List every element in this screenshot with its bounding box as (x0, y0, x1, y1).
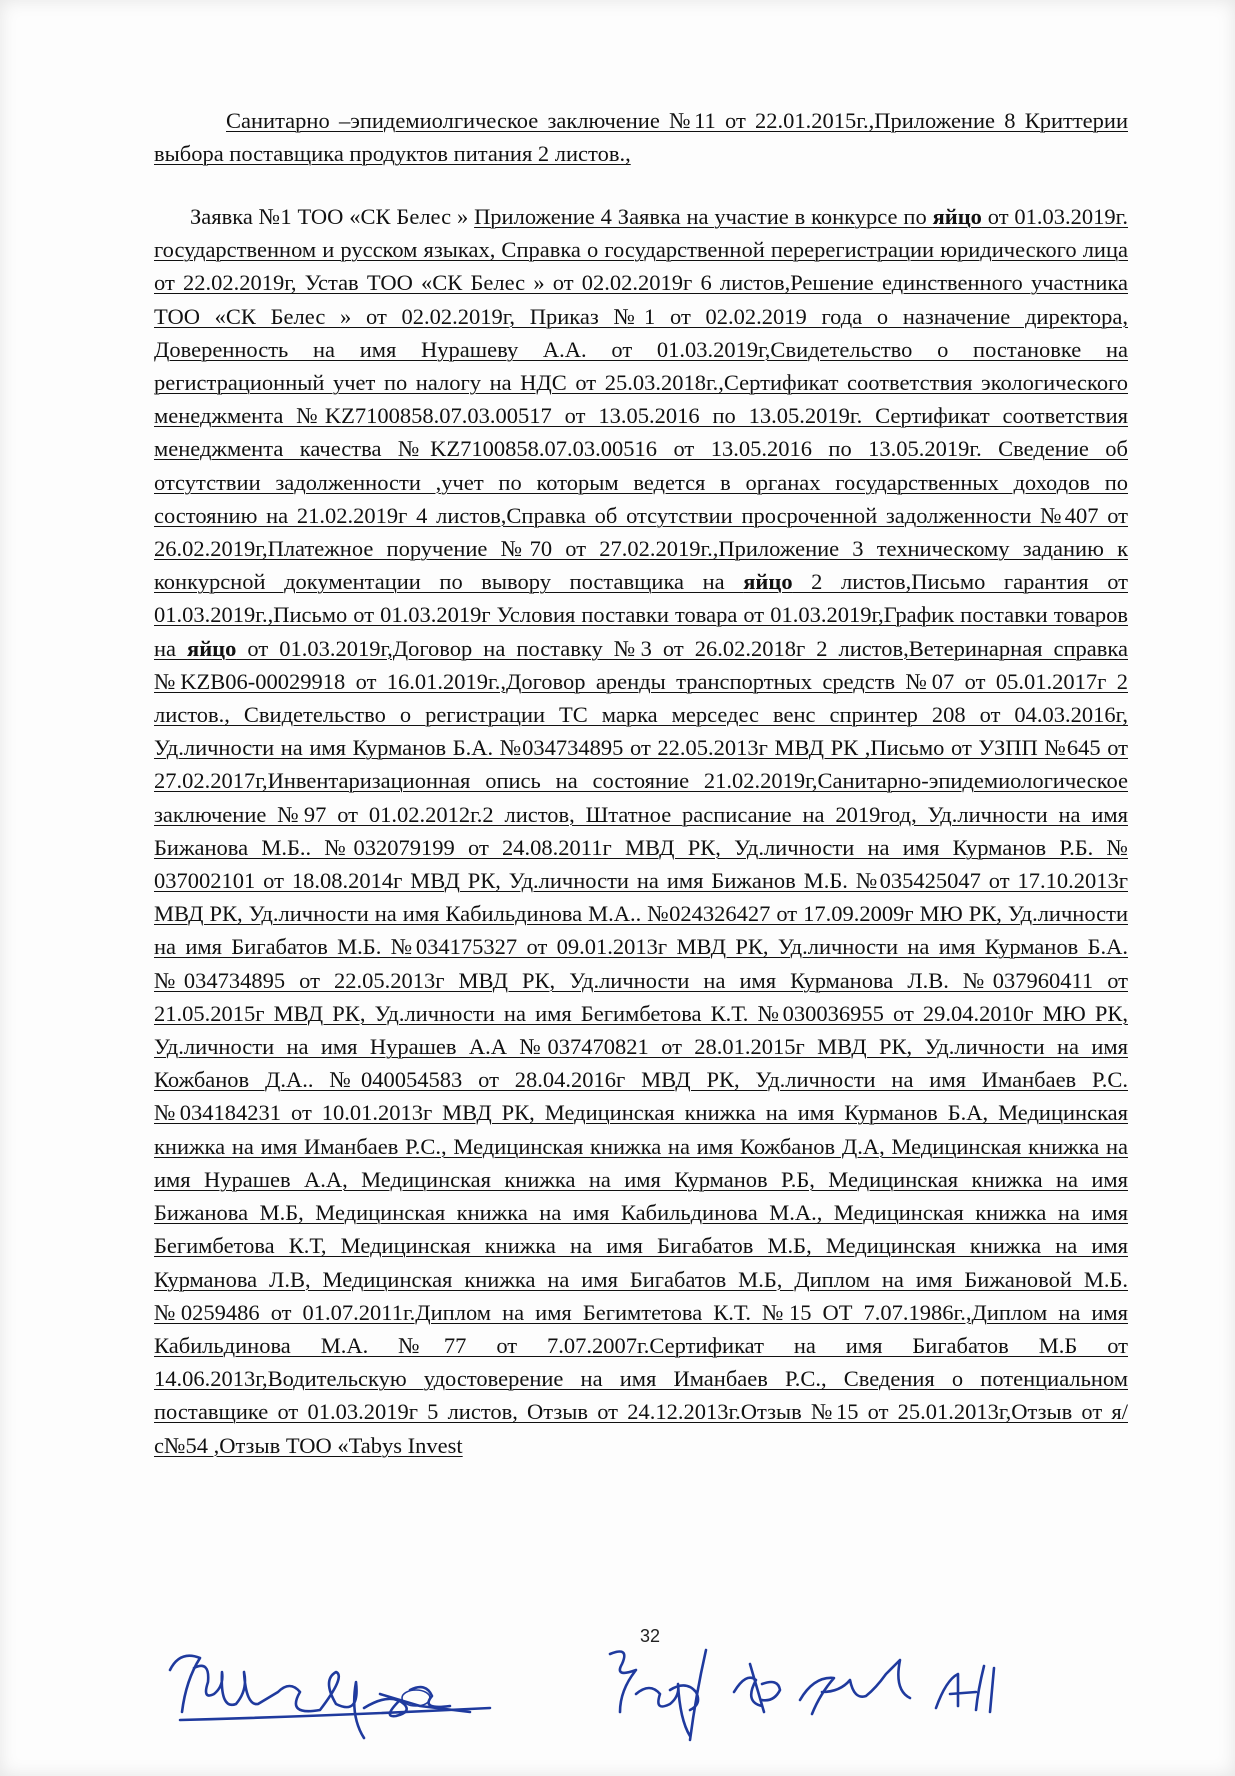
signature-4 (800, 1660, 910, 1714)
paragraph-1-text: Санитарно –эпидемиолгическое заключение №11 от 22.01.2015г.,Приложение 8 Криттерии выбора поставщика продуктов питания 2 листов., (154, 108, 1128, 167)
application-text-part-b: Приложение 4 Заявка на участие в конкурсе по (474, 204, 933, 229)
application-title: Заявка №1 ТОО «СК Белес » (190, 204, 475, 229)
signature-1 (170, 1656, 470, 1738)
handwritten-signatures (150, 1620, 1130, 1750)
product-name-bold-2: яйцо (743, 569, 793, 595)
application-text-part-c: от 01.03.2019г. государственном и русском языках, Справка о государственной перерегистрации юридического лица от 22.02.2019г, Устав ТОО «СК Белес » от 02.02.2019г 6 листов,Решение единственного участника ТОО «СК Белес » от 02.02.2019г, Приказ №1 от 02.02.2019 года о назначение директора, Доверенность на имя Нурашеву А.А. от 01.03.2019г,Свидетельство о постановке на регистрационный учет по налогу на НДС от 25.03.2018г.,Сертификат соответствия экологического менеджмента №KZ7100858.07.03.00517 от 13.05.2016 по 13.05.2019г. Сертификат соответствия менеджмента качества №KZ7100858.07.03.00516 от 13.05.2016 по 13.05.2019г. Сведение об отсутствии задолженности ,учет по которым ведется в органах государственных доходов по состоянию на 21.02.2019г 4 листов,Справка об отсутствии просроченной задолженности №407 от 26.02.2019г,Платежное поручение №70 от 27.02.2019г.,Приложение 3 техническому заданию к конкурсной документации по вывору поставщика на (154, 204, 1128, 595)
signature-5 (936, 1666, 994, 1712)
application-body (154, 204, 1128, 1458)
page-number: 32 (640, 1626, 661, 1646)
paragraph-application-list (154, 200, 1128, 1462)
product-name-bold-3: яйцо (187, 635, 237, 661)
paragraph-sanitary-conclusion (154, 104, 1128, 170)
signature-2 (610, 1650, 706, 1740)
product-name-bold-1: яйцо (932, 204, 982, 229)
signature-underline (180, 1708, 490, 1720)
signature-3 (734, 1664, 780, 1712)
application-text-part-e: от 01.03.2019г,Договор на поставку №3 от 26.02.2018г 2 листов,Ветеринарная справка №KZB06-00029918 от 16.01.2019г.,Договор аренды транспортных средств №07 от 05.01.2017г 2 листов., Свидетельство о регистрации ТС марка мерседес венс спринтер 208 от 04.03.2016г, Уд.личности на имя Курманов Б.А. №034734895 от 22.05.2013г МВД РК ,Письмо от УЗПП №645 от 27.02.2017г,Инвентаризационная опись на состояние 21.02.2019г,Санитарно-эпидемиологическое заключение №97 от 01.02.2012г.2 листов, Штатное расписание на 2019год, Уд.личности на имя Бижанова М.Б.. №032079199 от 24.08.2011г МВД РК, Уд.личности на имя Курманов Р.Б. № 037002101 от 18.08.2014г МВД РК, Уд.личности на имя Бижанов М.Б. №035425047 от 17.10.2013г МВД РК, Уд.личности на имя Кабильдинова М.А.. №024326427 от 17.09.2009г МЮ РК, Уд.личности на имя Бигабатов М.Б. №034175327 от 09.01.2013г МВД РК, Уд.личности на имя Курманов Б.А. №034734895 от 22.05.2013г МВД РК, Уд.личности на имя Курманова Л.В. №037960411 от 21.05.2015г МВД РК, Уд.личности на имя Бегимбетова К.Т. №030036955 от 29.04.2010г МЮ РК, Уд.личности на имя Нурашев А.А №037470821 от 28.01.2015г МВД РК, Уд.личности на имя Кожбанов Д.А.. №040054583 от 28.04.2016г МВД РК, Уд.личности на имя Иманбаев Р.С. №034184231 от 10.01.2013г МВД РК, Медицинская книжка на имя Курманов Б.А, Медицинская книжка на имя Иманбаев Р.С., Медицинская книжка на имя Кожбанов Д.А, Медицинская книжка на имя Нурашев А.А, Медицинская книжка на имя Курманов Р.Б, Медицинская книжка на имя Бижанова М.Б, Медицинская книжка на имя Кабильдинова М.А., Медицинская книжка на имя Бегимбетова К.Т, Медицинская книжка на имя Бигабатов М.Б, Медицинская книжка на имя Курманова Л.В, Медицинская книжка на имя Бигабатов М.Б, Диплом на имя Бижановой М.Б. №0259486 от 01.07.2011г.Диплом на имя Бегимтетова К.Т. №15 ОТ 7.07.1986г.,Диплом на имя Кабильдинова М.А. №77 от 7.07.2007г.Сертификат на имя Бигабатов М.Б от 14.06.2013г,Водительскую удостоверение на имя Иманбаев Р.С., Сведения о потенциальном поставщике от 01.03.2019г 5 листов, Отзыв от 24.12.2013г.Отзыв №15 от 25.01.2013г,Отзыв от я/с№54 ,Отзыв ТОО «Tabys Invest (154, 635, 1128, 1458)
application-text-part-d: 2 листов,Письмо гарантия от 01.03.2019г.,Письмо от 01.03.2019г Условия поставки товара от 01.03.2019г,График поставки товаров на (154, 569, 1128, 661)
